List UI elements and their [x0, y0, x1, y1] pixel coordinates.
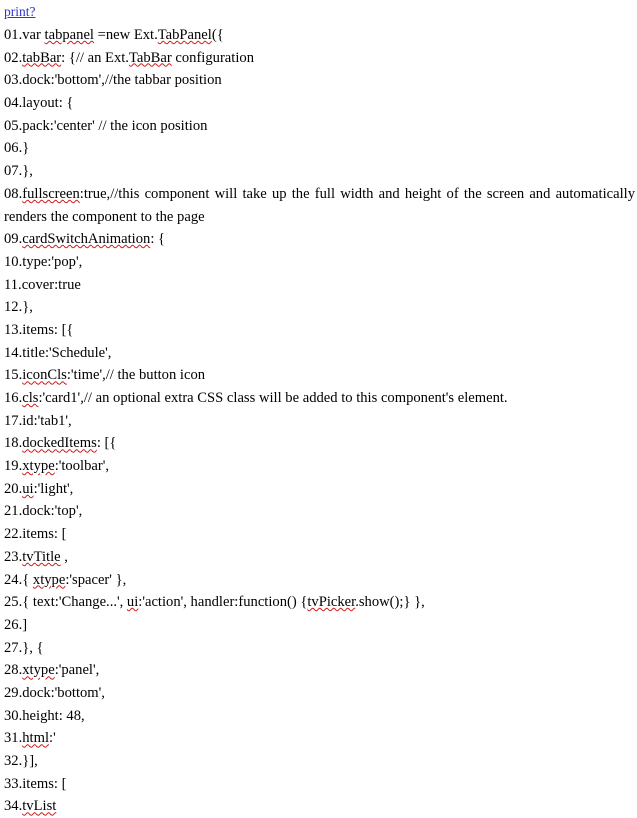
code-text: :'spacer' }, — [65, 571, 127, 588]
line-number: 32. — [4, 753, 23, 769]
line-number: 07. — [4, 163, 23, 180]
print-link[interactable]: print? — [4, 4, 36, 19]
code-text: { text:'Change...', — [22, 594, 127, 611]
code-line — [4, 659, 635, 682]
code-text: :'light', — [33, 480, 74, 497]
line-number: 18. — [4, 435, 23, 452]
spellcheck-token: iconCls — [22, 367, 67, 384]
line-number: 29. — [4, 684, 23, 701]
code-text: }, — [22, 299, 33, 316]
spellcheck-token: cls — [22, 390, 39, 406]
line-number: 24. — [4, 571, 23, 588]
code-text: configuration — [171, 49, 254, 66]
line-number: 23. — [4, 548, 23, 565]
code-text: dock:'bottom',//the tabbar position — [22, 72, 222, 89]
spellcheck-token: ui — [126, 594, 139, 611]
code-text: var — [22, 27, 45, 43]
code-text: type:'pop', — [22, 253, 83, 270]
code-line — [4, 296, 635, 319]
line-number: 26. — [4, 616, 23, 633]
spellcheck-token: html — [22, 730, 50, 747]
code-line — [4, 614, 635, 637]
line-number: 01. — [4, 27, 23, 43]
code-line — [4, 478, 635, 501]
spellcheck-token: xtype — [22, 458, 55, 475]
line-number: 28. — [4, 662, 23, 679]
code-line — [4, 183, 635, 228]
spellcheck-token: dockedItems — [22, 435, 97, 452]
code-line — [4, 591, 635, 614]
code-line — [4, 500, 635, 523]
code-text: ] — [22, 616, 28, 633]
code-line — [4, 410, 635, 433]
code-text: :'toolbar', — [54, 458, 109, 475]
line-number: 11. — [4, 276, 22, 293]
code-text: =new Ext. — [93, 27, 158, 43]
code-text: }, { — [22, 639, 44, 656]
spellcheck-token: ui — [22, 480, 34, 497]
code-text: .show();} }, — [355, 594, 425, 611]
code-text: } — [22, 140, 30, 157]
code-text: :true,//this component will take up the full width and height of the screen and automatically renders the component to the page — [4, 185, 635, 225]
code-line — [4, 92, 635, 115]
code-text: { — [22, 571, 33, 588]
spellcheck-token: xtype — [22, 662, 55, 679]
code-text: dock:'top', — [22, 503, 83, 520]
code-line — [4, 637, 635, 660]
line-number: 09. — [4, 231, 23, 248]
line-number: 03. — [4, 72, 23, 89]
line-number: 04. — [4, 95, 23, 112]
code-text: , — [60, 548, 68, 565]
code-line — [4, 455, 635, 478]
line-number: 21. — [4, 503, 23, 520]
code-text: :'action', handler:function() { — [138, 594, 308, 611]
line-number: 15. — [4, 367, 23, 384]
line-number: 34. — [4, 798, 23, 815]
line-number: 19. — [4, 458, 23, 475]
code-text: ({ — [211, 27, 224, 43]
line-number: 30. — [4, 707, 23, 724]
code-text: items: [{ — [22, 321, 74, 338]
code-text: items: [ — [22, 526, 67, 543]
spellcheck-token: tabpanel — [44, 27, 94, 43]
line-number: 12. — [4, 299, 23, 316]
code-text: : { — [150, 231, 166, 248]
code-text: :'card1',// an optional extra CSS class will be added to this component's element. — [38, 390, 508, 406]
line-number: 25. — [4, 594, 23, 611]
code-text: layout: { — [22, 95, 74, 112]
code-text: dock:'bottom', — [22, 684, 105, 701]
code-text: items: [ — [22, 775, 67, 792]
spellcheck-token: TabPanel — [157, 27, 212, 43]
line-number: 06. — [4, 140, 23, 157]
code-line — [4, 69, 635, 92]
line-number: 22. — [4, 526, 23, 543]
code-line — [4, 705, 635, 728]
line-number: 20. — [4, 480, 23, 497]
code-line — [4, 364, 635, 387]
spellcheck-token: tvPicker — [307, 594, 356, 611]
code-line — [4, 546, 635, 569]
code-listing — [2, 24, 635, 818]
spellcheck-token: fullscreen — [22, 185, 80, 202]
code-line — [4, 523, 635, 546]
code-line — [4, 251, 635, 274]
code-line — [4, 274, 635, 297]
line-number: 16. — [4, 390, 23, 406]
code-line — [4, 342, 635, 365]
code-line — [4, 773, 635, 796]
code-text: id:'tab1', — [22, 412, 72, 429]
line-number: 31. — [4, 730, 23, 747]
code-line — [4, 24, 635, 47]
code-text: :'panel', — [54, 662, 100, 679]
code-line — [4, 228, 635, 251]
code-text: title:'Schedule', — [22, 344, 112, 361]
line-number: 02. — [4, 49, 23, 66]
spellcheck-token: tvList — [22, 798, 57, 815]
code-line — [4, 750, 635, 773]
line-number: 08. — [4, 185, 23, 202]
line-number: 14. — [4, 344, 23, 361]
line-number: 05. — [4, 117, 23, 134]
code-line — [4, 727, 635, 750]
code-text: :'time',// the button icon — [66, 367, 206, 384]
line-number: 33. — [4, 775, 23, 792]
line-number: 27. — [4, 639, 23, 656]
code-line — [4, 569, 635, 592]
spellcheck-token: tvTitle — [22, 548, 61, 565]
code-line — [4, 160, 635, 183]
code-text: }, — [22, 163, 33, 180]
code-line — [4, 115, 635, 138]
code-text: cover:true — [21, 276, 81, 293]
code-text: }], — [22, 753, 38, 769]
spellcheck-token: TabBar — [128, 49, 172, 66]
code-line — [4, 47, 635, 70]
code-line — [4, 387, 635, 410]
code-line — [4, 319, 635, 342]
code-line — [4, 682, 635, 705]
spellcheck-token: tabBar — [22, 49, 62, 66]
line-number: 10. — [4, 253, 23, 270]
code-line — [4, 432, 635, 455]
code-text: :' — [49, 730, 56, 747]
spellcheck-token: cardSwitchAnimation — [22, 231, 151, 248]
code-text: : [{ — [96, 435, 117, 452]
code-text: height: 48, — [22, 707, 85, 724]
line-number: 13. — [4, 321, 23, 338]
spellcheck-token: xtype — [32, 571, 66, 588]
code-line — [4, 137, 635, 160]
code-text: pack:'center' // the icon position — [22, 117, 208, 134]
code-text: : {// an Ext. — [61, 49, 129, 66]
line-number: 17. — [4, 412, 23, 429]
